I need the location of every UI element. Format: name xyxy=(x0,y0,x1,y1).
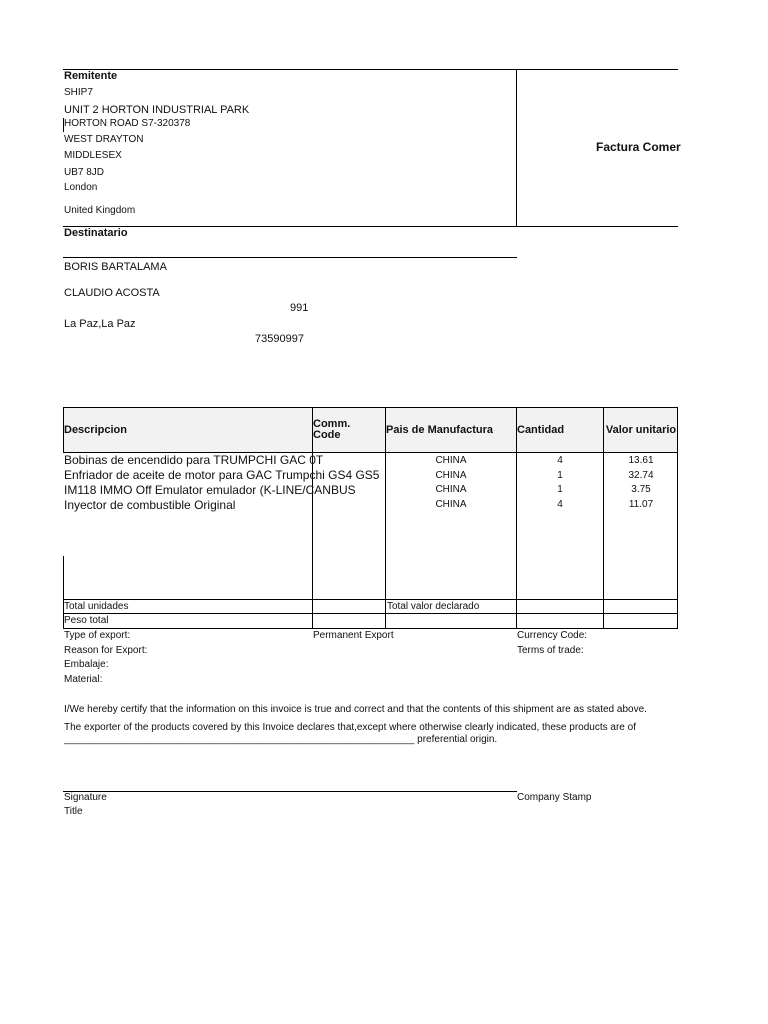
sender-line: MIDDLESEX xyxy=(64,150,122,161)
row-country: CHINA xyxy=(435,499,467,510)
recipient-city: La Paz,La Paz xyxy=(64,318,136,330)
header-unit-value: Valor unitario xyxy=(604,408,678,452)
row-country: CHINA xyxy=(435,484,467,495)
row-country: CHINA xyxy=(435,455,467,466)
title-label: Title xyxy=(64,806,83,817)
document-title: Factura Comer xyxy=(596,140,681,154)
sender-line: UNIT 2 HORTON INDUSTRIAL PARK xyxy=(64,104,250,116)
material-label: Material: xyxy=(64,674,103,685)
row-unit-value: 11.07 xyxy=(628,499,654,510)
header-country: Pais de Manufactura xyxy=(386,408,516,452)
header-description: Descripcion xyxy=(64,408,312,452)
origin-declaration-blank: _______________________________________________________________ preferential origin. xyxy=(64,734,498,745)
recipient-number: 991 xyxy=(290,302,309,314)
row-quantity: 4 xyxy=(557,455,563,466)
recipient-contact: CLAUDIO ACOSTA xyxy=(64,287,160,299)
total-weight-label: Peso total xyxy=(64,615,109,626)
terms-of-trade-label: Terms of trade: xyxy=(517,645,584,656)
total-value-label: Total valor declarado xyxy=(387,601,480,612)
row-quantity: 4 xyxy=(557,499,563,510)
export-reason-label: Reason for Export: xyxy=(64,645,148,656)
header-comm-code: Comm. Code xyxy=(313,408,385,452)
total-units-label: Total unidades xyxy=(64,601,129,612)
company-stamp-label: Company Stamp xyxy=(517,792,592,803)
row-unit-value: 32.74 xyxy=(628,470,654,481)
currency-code-label: Currency Code: xyxy=(517,630,588,641)
row-description: Enfriador de aceite de motor para GAC Trumpchi GS4 GS5 xyxy=(64,468,380,482)
recipient-label: Destinatario xyxy=(64,227,128,239)
row-description: IM118 IMMO Off Emulator emulador (K-LINE/CANBUS xyxy=(64,483,356,497)
sender-line: WEST DRAYTON xyxy=(64,134,144,145)
header-quantity: Cantidad xyxy=(517,408,603,452)
signature-label: Signature xyxy=(64,792,107,803)
row-quantity: 1 xyxy=(557,484,563,495)
recipient-name: BORIS BARTALAMA xyxy=(64,261,167,273)
export-type-value: Permanent Export xyxy=(313,630,394,641)
row-unit-value: 3.75 xyxy=(631,484,651,495)
row-unit-value: 13.61 xyxy=(628,455,654,466)
export-type-label: Type of export: xyxy=(64,630,131,641)
recipient-phone: 73590997 xyxy=(255,333,304,345)
origin-declaration: The exporter of the products covered by this Invoice declares that,except where otherwise clearly indicated, these products are of xyxy=(64,722,636,733)
certification-text: I/We hereby certify that the information on this invoice is true and correct and that the contents of this shipment are as stated above. xyxy=(64,704,647,715)
sender-line: United Kingdom xyxy=(64,205,136,216)
row-description: Inyector de combustible Original xyxy=(64,498,236,512)
sender-line: SHIP7 xyxy=(64,87,93,98)
sender-line: London xyxy=(64,182,98,193)
sender-line: HORTON ROAD S7-320378 xyxy=(64,118,191,129)
row-description: Bobinas de encendido para TRUMPCHI GAC 0T xyxy=(64,453,324,467)
sender-label: Remitente xyxy=(64,70,118,82)
sender-line: UB7 8JD xyxy=(64,167,105,178)
packaging-label: Embalaje: xyxy=(64,659,109,670)
row-country: CHINA xyxy=(435,470,467,481)
row-quantity: 1 xyxy=(557,470,563,481)
